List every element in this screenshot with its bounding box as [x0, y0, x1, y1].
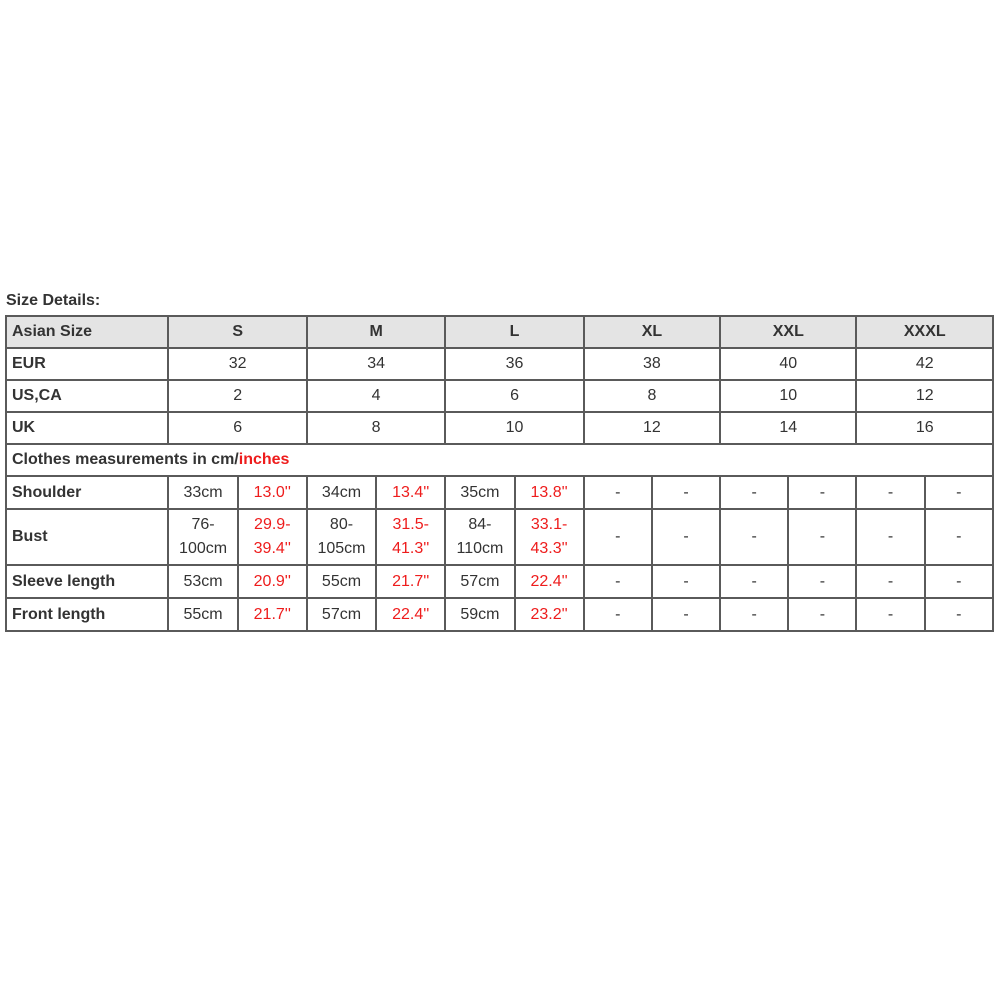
- row-label: Bust: [6, 509, 168, 565]
- size-value-cell: 6: [168, 412, 306, 444]
- cm-value-cell: -: [584, 565, 652, 598]
- inch-value-cell: 20.9'': [238, 565, 307, 598]
- page-title: Size Details:: [6, 292, 101, 309]
- section-highlight: inches: [238, 451, 290, 468]
- inch-value-cell: 31.5- 41.3'': [376, 509, 445, 565]
- cm-value-cell: -: [720, 509, 788, 565]
- header-row: [6, 316, 993, 348]
- size-header-cell: XL: [584, 316, 720, 348]
- header-label: Asian Size: [6, 316, 168, 348]
- conversion-row: [6, 348, 993, 380]
- row-label: US,CA: [6, 380, 168, 412]
- cm-value-cell: -: [720, 565, 788, 598]
- inch-value-cell: 21.7'': [238, 598, 307, 631]
- cm-value-cell: 84- 110cm: [445, 509, 514, 565]
- cm-value-cell: -: [584, 509, 652, 565]
- cm-value-cell: -: [925, 598, 993, 631]
- inch-value-cell: 21.7'': [376, 565, 445, 598]
- cm-value-cell: -: [788, 565, 856, 598]
- cm-value-cell: 80- 105cm: [307, 509, 376, 565]
- size-value-cell: 6: [445, 380, 583, 412]
- size-value-cell: 2: [168, 380, 306, 412]
- cm-value-cell: -: [652, 476, 720, 509]
- cm-value-cell: -: [652, 598, 720, 631]
- size-value-cell: 38: [584, 348, 720, 380]
- conversion-row: [6, 412, 993, 444]
- size-value-cell: 10: [720, 380, 856, 412]
- row-label: EUR: [6, 348, 168, 380]
- cm-value-cell: 53cm: [168, 565, 237, 598]
- size-value-cell: 40: [720, 348, 856, 380]
- inch-value-cell: 13.4'': [376, 476, 445, 509]
- cm-value-cell: -: [925, 565, 993, 598]
- cm-value-cell: -: [652, 509, 720, 565]
- size-header-cell: XXXL: [856, 316, 993, 348]
- inch-value-cell: 22.4'': [515, 565, 584, 598]
- size-value-cell: 4: [307, 380, 445, 412]
- cm-value-cell: 35cm: [445, 476, 514, 509]
- size-header-cell: M: [307, 316, 445, 348]
- cm-value-cell: -: [788, 598, 856, 631]
- measurement-row: [6, 565, 993, 598]
- cm-value-cell: 59cm: [445, 598, 514, 631]
- size-header-cell: XXL: [720, 316, 856, 348]
- size-value-cell: 8: [584, 380, 720, 412]
- row-label: Shoulder: [6, 476, 168, 509]
- cm-value-cell: -: [584, 476, 652, 509]
- cm-value-cell: -: [925, 509, 993, 565]
- cm-value-cell: -: [720, 476, 788, 509]
- conversion-row: [6, 380, 993, 412]
- cm-value-cell: 57cm: [445, 565, 514, 598]
- cm-value-cell: -: [584, 598, 652, 631]
- cm-value-cell: -: [788, 476, 856, 509]
- section-heading: [6, 444, 993, 476]
- cm-value-cell: -: [720, 598, 788, 631]
- measurement-row: [6, 509, 993, 565]
- row-label: Sleeve length: [6, 565, 168, 598]
- inch-value-cell: 29.9- 39.4'': [238, 509, 307, 565]
- inch-value-cell: 13.0'': [238, 476, 307, 509]
- cm-value-cell: 57cm: [307, 598, 376, 631]
- inch-value-cell: 22.4'': [376, 598, 445, 631]
- inch-value-cell: 13.8'': [515, 476, 584, 509]
- size-header-cell: S: [168, 316, 306, 348]
- cm-value-cell: -: [856, 509, 924, 565]
- size-value-cell: 10: [445, 412, 583, 444]
- cm-value-cell: -: [856, 476, 924, 509]
- cm-value-cell: 76- 100cm: [168, 509, 237, 565]
- size-value-cell: 8: [307, 412, 445, 444]
- measurement-row: [6, 476, 993, 509]
- cm-value-cell: -: [652, 565, 720, 598]
- size-value-cell: 14: [720, 412, 856, 444]
- size-value-cell: 12: [584, 412, 720, 444]
- cm-value-cell: -: [788, 509, 856, 565]
- cm-value-cell: -: [925, 476, 993, 509]
- inch-value-cell: 33.1- 43.3'': [515, 509, 584, 565]
- size-value-cell: 34: [307, 348, 445, 380]
- size-value-cell: 42: [856, 348, 993, 380]
- size-value-cell: 36: [445, 348, 583, 380]
- cm-value-cell: 55cm: [307, 565, 376, 598]
- cm-value-cell: 34cm: [307, 476, 376, 509]
- inch-value-cell: 23.2'': [515, 598, 584, 631]
- row-label: UK: [6, 412, 168, 444]
- cm-value-cell: -: [856, 598, 924, 631]
- size-value-cell: 32: [168, 348, 306, 380]
- size-header-cell: L: [445, 316, 583, 348]
- section-row: [6, 444, 993, 476]
- measurement-row: [6, 598, 993, 631]
- cm-value-cell: -: [856, 565, 924, 598]
- cm-value-cell: 33cm: [168, 476, 237, 509]
- size-value-cell: 16: [856, 412, 993, 444]
- cm-value-cell: 55cm: [168, 598, 237, 631]
- row-label: Front length: [6, 598, 168, 631]
- size-value-cell: 12: [856, 380, 993, 412]
- section-text: Clothes measurements in cm/: [12, 451, 239, 468]
- size-table: [5, 315, 994, 632]
